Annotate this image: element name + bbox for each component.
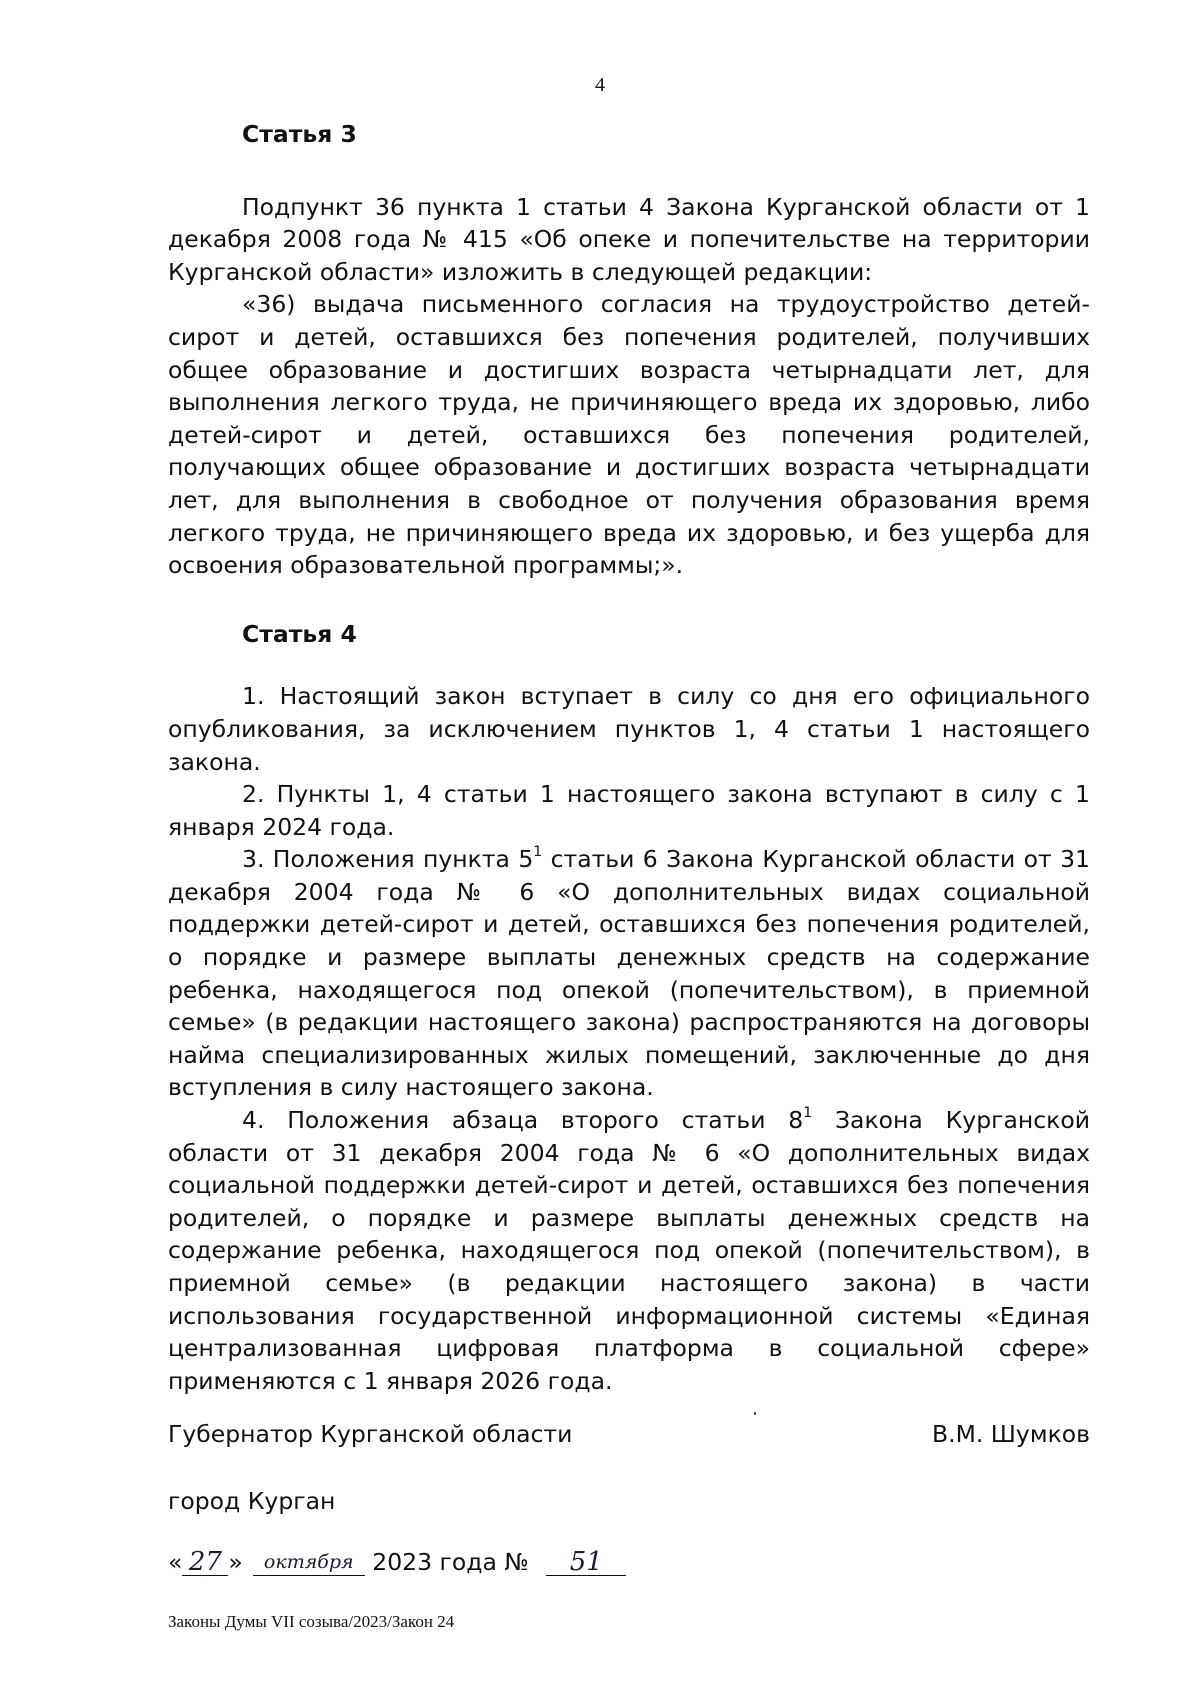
date-open-quote: « xyxy=(168,1548,183,1576)
article-3-paragraph-1: Подпункт 36 пункта 1 статьи 4 Закона Курганской области от 1 декабря 2008 года № 415 «Об опеке и попечительстве на территории Курганской области» изложить в следующей редакции: xyxy=(168,192,1090,286)
date-line xyxy=(168,1548,626,1576)
date-year-text: 2023 года № xyxy=(364,1548,537,1576)
article-4-paragraph-4 xyxy=(168,1104,1090,1397)
date-close-quote: » xyxy=(228,1548,243,1576)
handwritten-law-number: 51 xyxy=(546,1549,626,1576)
article-4-heading: Статья 4 xyxy=(242,619,357,648)
paragraph-3-text-rest: статьи 6 Закона Курганской области от 31 декабря 2004 года № 6 «О дополнительных видах социальной поддержки детей-сирот и детей, оставшихся без попечения родителей, о порядке и размере выплаты денежных средств на содержание ребенка, находящегося под опекой (попечительством), в приемной семье» (в редакции настоящего закона) распространяются на договоры найма специализированных жилых помещений, заключенные до дня вступления в силу настоящего закона. xyxy=(168,845,1090,1102)
article-4-paragraph-2: 2. Пункты 1, 4 статьи 1 настоящего закона вступают в силу с 1 января 2024 года. xyxy=(168,780,1090,841)
signatory-position: Губернатор Курганской области xyxy=(168,1420,573,1448)
paragraph-4-text-rest: Закона Курганской области от 31 декабря 2004 года № 6 «О дополнительных видах социальной поддержки детей-сирот и детей, оставшихся без попечения родителей, о порядке и размере выплаты денежных средств на содержание ребенка, находящегося под опекой (попечительством), в приемной семье» (в редакции настоящего закона) в части использования государственной информационной системы «Единая централизованная цифровая платформа в социальной сфере» применяются с 1 января 2026 года. xyxy=(168,1106,1090,1395)
document-body xyxy=(168,118,1090,1397)
paragraph-3-text-start: 3. Положения пункта 5 xyxy=(242,845,534,874)
article-4-paragraph-3 xyxy=(168,843,1090,1104)
signatory-name: В.М. Шумков xyxy=(932,1420,1090,1448)
page-number: 4 xyxy=(595,74,605,96)
footer-reference: Законы Думы VII созыва/2023/Закон 24 xyxy=(168,1612,455,1631)
handwritten-month: октября xyxy=(253,1549,365,1576)
handwritten-day: 27 xyxy=(182,1549,228,1576)
superscript: 1 xyxy=(533,844,543,861)
article-3-heading: Статья 3 xyxy=(242,120,357,148)
scan-speck xyxy=(754,1412,756,1415)
paragraph-4-text-start: 4. Положения абзаца второго статьи 8 xyxy=(242,1106,804,1135)
city-line: город Курган xyxy=(168,1487,336,1515)
article-3-paragraph-2: «36) выдача письменного согласия на трудоустройство детей-сирот и детей, оставшихся без попечения родителей, получивших общее образование и достигших возраста четырнадцати лет, для выполнения легкого труда, не причиняющего вреда их здоровью, либо детей-сирот и детей, оставшихся без попечения родителей, получающих общее образование и достигших возраста четырнадцати лет, для выполнения в свободное от получения образования время легкого труда, не причиняющего вреда их здоровью, и без ущерба для освоения образовательной программы;». xyxy=(168,290,1090,580)
superscript: 1 xyxy=(803,1105,813,1122)
article-4-paragraph-1: 1. Настоящий закон вступает в силу со дня его официального опубликования, за исключением пунктов 1, 4 статьи 1 настоящего закона. xyxy=(168,682,1090,776)
signature-block xyxy=(168,1420,1090,1448)
